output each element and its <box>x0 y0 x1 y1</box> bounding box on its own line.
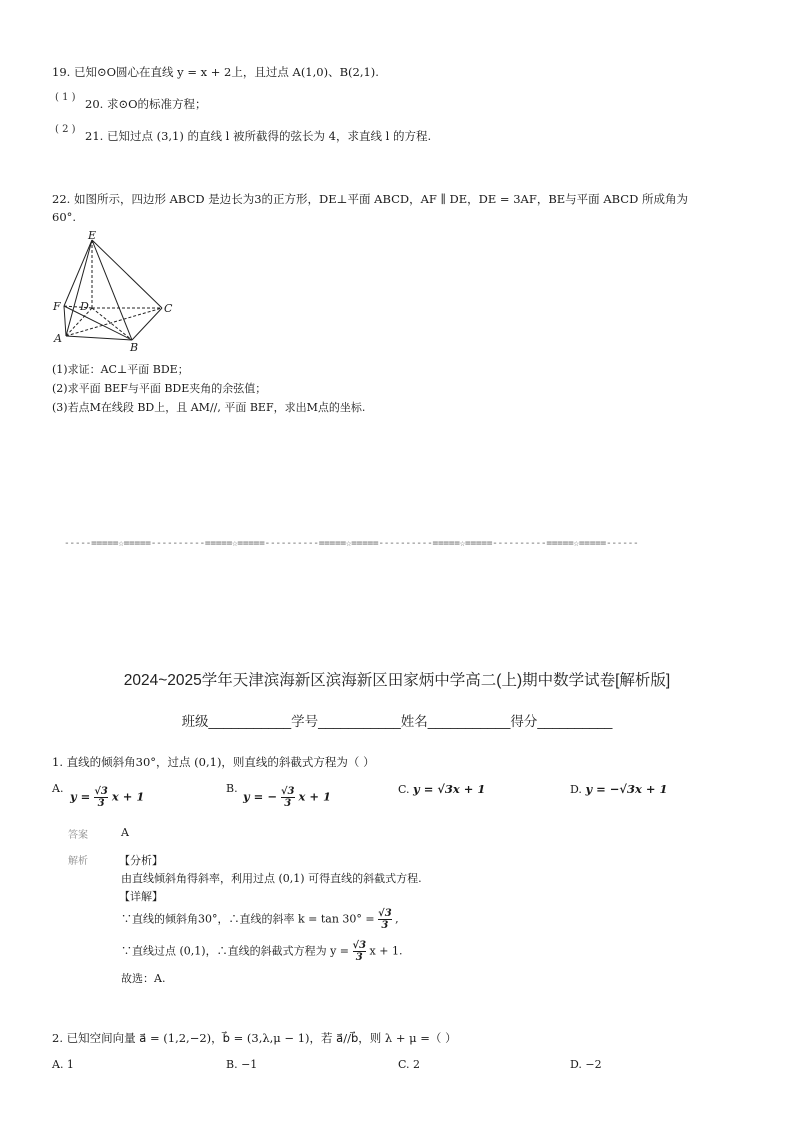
q1-detail2-suffix: x + 1. <box>369 944 403 958</box>
q1-analysis-text: 由直线倾斜角得斜率，利用过点 (0,1) 可得直线的斜截式方程. <box>121 872 422 885</box>
label-B: B <box>130 341 139 352</box>
edge-F-A <box>64 306 66 336</box>
q1-option-c[interactable] <box>398 782 485 796</box>
q1-detail1-fraction <box>378 908 392 931</box>
q1-conclusion: 故选：A. <box>121 972 166 985</box>
q1-detail1-num: √3 <box>378 908 392 919</box>
edge-F-B <box>64 306 132 340</box>
q1-detail1-suffix: , <box>395 912 399 926</box>
q1-option-b-suffix: x + 1 <box>298 789 332 804</box>
q1-option-a-fraction <box>94 786 108 809</box>
q1-detail-line1 <box>121 908 399 931</box>
q1-option-b-letter: B. <box>226 782 238 795</box>
q1-option-d-letter: D. <box>570 783 582 796</box>
q1-option-a-suffix: x + 1 <box>111 789 145 804</box>
q1-option-a-num: √3 <box>94 786 108 797</box>
q1-detail1-den: 3 <box>378 919 392 931</box>
q19-sub1-marker: ( 1 ) <box>55 92 76 103</box>
q1-option-a[interactable] <box>52 782 63 795</box>
q22-part3: (3)若点M在线段 BD上，且 AM//, 平面 BEF，求出M点的坐标. <box>52 401 366 414</box>
exam-title: 2024~2025学年天津滨海新区滨海新区田家炳中学高二(上)期中数学试卷[解析版] <box>123 672 671 689</box>
section-separator: -----=====☆=====----------=====☆=====----------=====☆=====----------=====☆=====----------=====☆=====------ <box>64 538 639 549</box>
q1-detail1-prefix: ∵直线的倾斜角30°，∴直线的斜率 k = tan 30° = <box>121 912 375 926</box>
label-A: A <box>54 332 62 345</box>
q22-part1: (1)求证：AC⊥平面 BDE； <box>52 363 189 376</box>
q1-option-b-num: √3 <box>280 786 295 797</box>
label-D: D <box>80 300 89 313</box>
q2-option-b[interactable]: B. −1 <box>226 1058 258 1071</box>
q1-option-b-den: 3 <box>281 797 295 809</box>
q1-answer: A <box>121 826 129 839</box>
q19-sub1: 20. 求⊙O的标准方程； <box>85 97 207 111</box>
q1-option-b-prefix: y = − <box>243 789 277 804</box>
edge-E-F <box>64 240 92 306</box>
q1-answer-label: 答案 <box>68 830 88 841</box>
edge-E-B <box>92 240 132 340</box>
q1-detail-head: 【详解】 <box>119 890 163 903</box>
q2-option-c[interactable]: C. 2 <box>398 1058 421 1071</box>
q1-option-c-expr: y = √3x + 1 <box>413 782 486 796</box>
q22-part2: (2)求平面 BEF与平面 BDE夹角的余弦值； <box>52 382 267 395</box>
q22-geometry-figure <box>48 228 188 352</box>
q1-option-a-prefix: y = <box>70 789 91 804</box>
q1-option-a-expr <box>70 786 144 809</box>
q1-detail2-fraction <box>353 940 367 963</box>
q1-option-a-letter: A. <box>52 782 64 795</box>
label-F: F <box>53 300 61 313</box>
q1-detail2-num: √3 <box>352 940 367 951</box>
q1-option-c-letter: C. <box>398 783 410 796</box>
q22-stem-line1: 22. 如图所示，四边形 ABCD 是边长为3的正方形，DE⊥平面 ABCD，AF ∥ DE，DE = 3AF，BE与平面 ABCD 所成角为 <box>52 192 688 206</box>
q1-detail2-den: 3 <box>353 951 367 963</box>
edge-E-A <box>66 240 92 336</box>
q1-stem: 1. 直线的倾斜角30°，过点 (0,1)，则直线的斜截式方程为（ ） <box>52 755 375 769</box>
q22-stem-line2: 60°. <box>52 210 77 224</box>
q1-option-d[interactable] <box>570 782 667 796</box>
q2-option-a[interactable]: A. 1 <box>52 1058 74 1071</box>
q2-stem: 2. 已知空间向量 a⃗ = (1,2,−2)，b⃗ = (3,λ,μ − 1)，若 a⃗//b⃗，则 λ + μ =（ ） <box>52 1031 457 1045</box>
q1-detail-line2 <box>121 940 402 963</box>
q19-sub2: 21. 已知过点 (3,1) 的直线 l 被所截得的弦长为 4，求直线 l 的方程. <box>85 129 432 143</box>
q1-option-b[interactable] <box>226 782 238 795</box>
edge-A-B <box>66 336 132 340</box>
label-C: C <box>164 302 173 315</box>
q1-analysis-head: 【分析】 <box>119 854 163 867</box>
q2-option-d[interactable]: D. −2 <box>570 1058 602 1071</box>
q1-analysis-label: 解析 <box>68 856 88 867</box>
q1-option-d-expr: y = −√3x + 1 <box>585 782 668 796</box>
edge-E-C <box>92 240 162 308</box>
student-info-fields: 班级___________学号___________姓名___________得分__________ <box>181 714 613 729</box>
q1-option-b-fraction <box>281 786 295 809</box>
q1-detail2-prefix: ∵直线过点 (0,1)，∴直线的斜截式方程为 y = <box>121 944 349 958</box>
q1-option-b-expr <box>243 786 331 809</box>
edge-B-C <box>132 308 162 340</box>
q19-sub2-marker: ( 2 ) <box>55 124 76 135</box>
label-E: E <box>88 229 97 242</box>
q1-option-a-den: 3 <box>94 797 108 809</box>
q19-stem: 19. 已知⊙O圆心在直线 y = x + 2上，且过点 A(1,0)、B(2,1). <box>52 65 379 79</box>
